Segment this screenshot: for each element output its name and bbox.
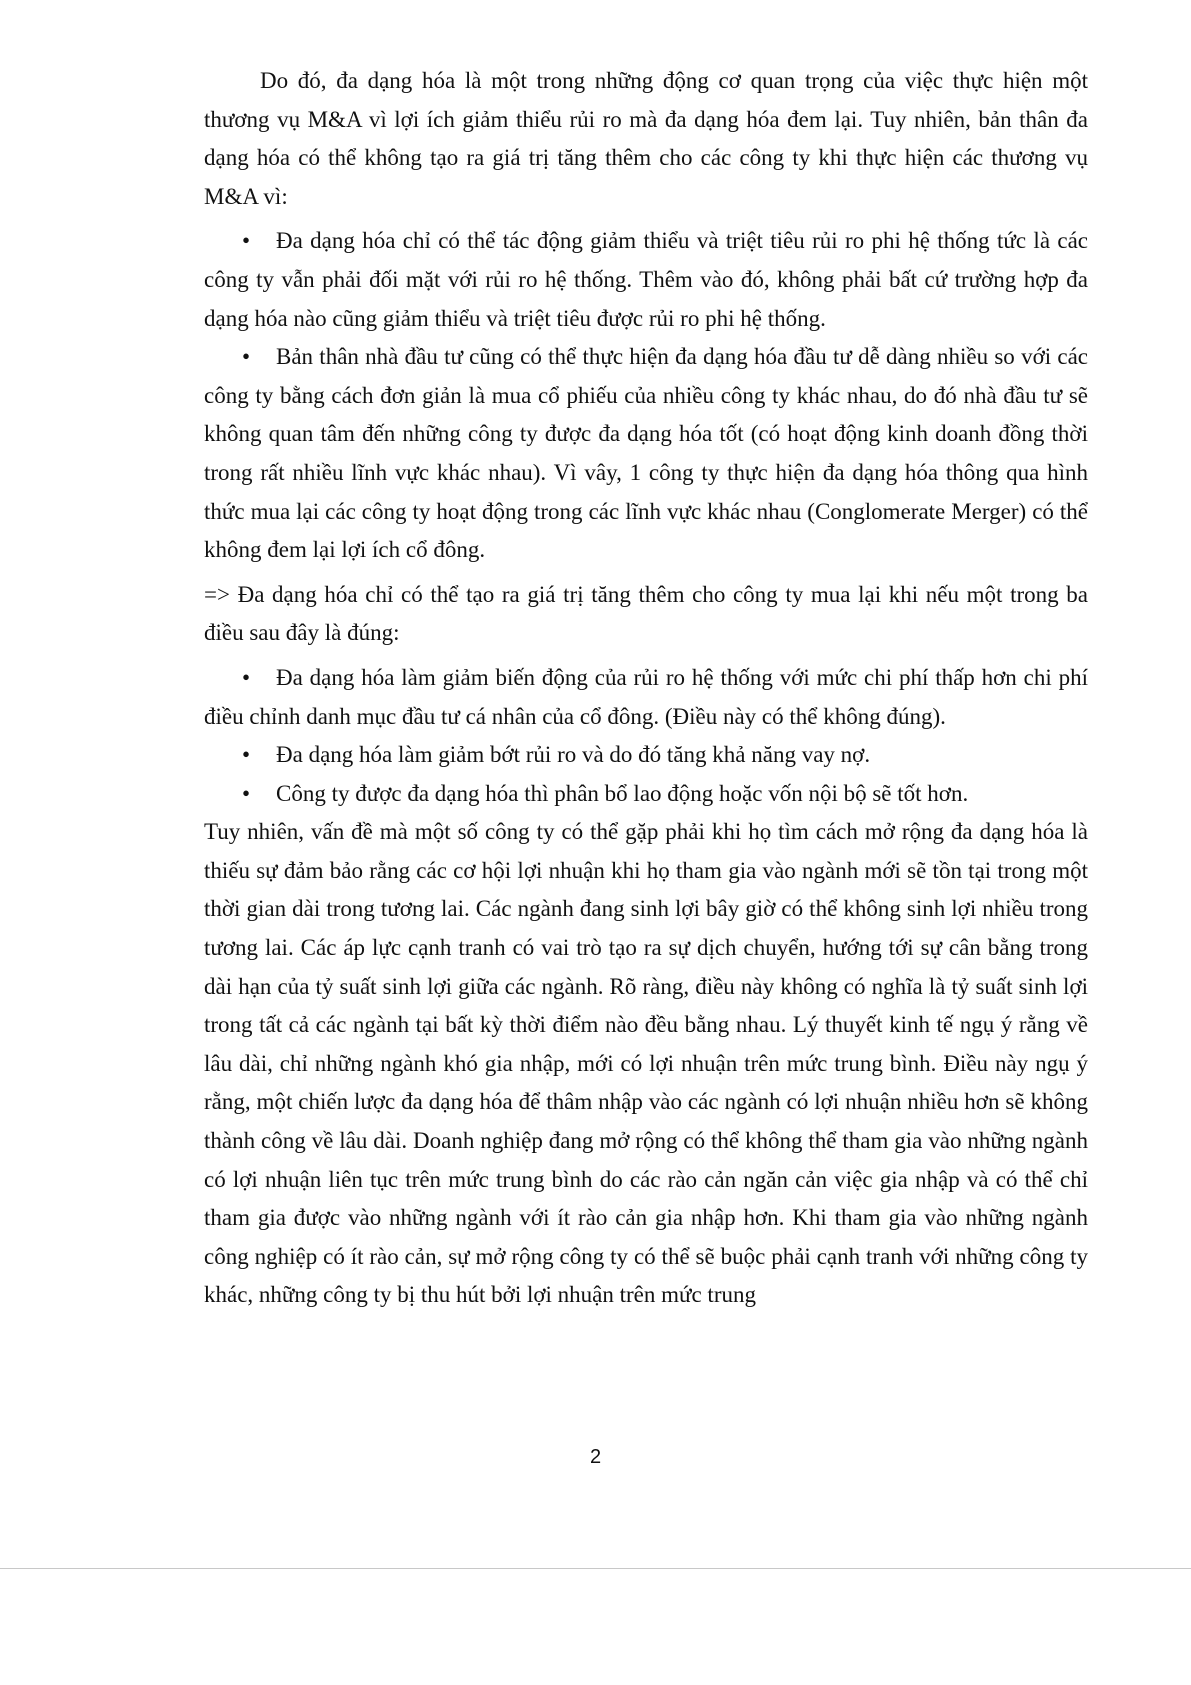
condition-text-3: Công ty được đa dạng hóa thì phân bổ lao động hoặc vốn nội bộ sẽ tốt hơn. bbox=[276, 780, 969, 806]
condition-text-1: Đa dạng hóa làm giảm biến động của rủi ro hệ thống với mức chi phí thấp hơn chi phí điều chỉnh danh mục đầu tư cá nhân của cổ đông. (Điều này có thể không đúng). bbox=[204, 664, 1088, 729]
condition-text-2: Đa dạng hóa làm giảm bớt rủi ro và do đó tăng khả năng vay nợ. bbox=[276, 742, 871, 768]
reason-item-1 bbox=[204, 222, 1088, 338]
intro-paragraph: Do đó, đa dạng hóa là một trong những động cơ quan trọng của việc thực hiện một thương vụ M&A vì lợi ích giảm thiểu rủi ro mà đa dạng hóa đem lại. Tuy nhiên, bản thân đa dạng hóa có thể không tạo ra giá trị tăng thêm cho các công ty khi thực hiện các thương vụ M&A vì: bbox=[204, 68, 1088, 209]
conclusion-paragraph: => Đa dạng hóa chỉ có thể tạo ra giá trị tăng thêm cho công ty mua lại khi nếu một trong ba điều sau đây là đúng: bbox=[204, 581, 1088, 646]
condition-item-1 bbox=[204, 659, 1088, 736]
bullet-icon: • bbox=[242, 344, 251, 370]
bullet-icon: • bbox=[242, 742, 251, 768]
reason-item-2 bbox=[204, 338, 1088, 570]
reason-text-2: Bản thân nhà đầu tư cũng có thể thực hiện đa dạng hóa đầu tư dễ dàng nhiều so với các công ty bằng cách đơn giản là mua cổ phiếu của nhiều công ty khác nhau, do đó nhà đầu tư sẽ không quan tâm đến những công ty được đa dạng hóa tốt (có hoạt động kinh doanh đồng thời trong rất nhiều lĩnh vực khác nhau). Vì vây, 1 công ty thực hiện đa dạng hóa thông qua hình thức mua lại các công ty hoạt động trong các lĩnh vực khác nhau (Conglomerate Merger) có thể không đem lại lợi ích cổ đông. bbox=[204, 344, 1088, 563]
condition-item-3 bbox=[204, 775, 1088, 814]
final-paragraph: Tuy nhiên, vấn đề mà một số công ty có thể gặp phải khi họ tìm cách mở rộng đa dạng hóa là thiếu sự đảm bảo rằng các cơ hội lợi nhuận khi họ tham gia vào ngành mới sẽ tồn tại trong một thời gian dài trong tương lai. Các ngành đang sinh lợi bây giờ có thể không sinh lợi nhiều trong tương lai. Các áp lực cạnh tranh có vai trò tạo ra sự dịch chuyển, hướng tới sự cân bằng trong dài hạn của tỷ suất sinh lợi giữa các ngành. Rõ ràng, điều này không có nghĩa là tỷ suất sinh lợi trong tất cả các ngành tại bất kỳ thời điểm nào đều bằng nhau. Lý thuyết kinh tế ngụ ý rằng về lâu dài, chỉ những ngành khó gia nhập, mới có lợi nhuận trên mức trung bình. Điều này ngụ ý rằng, một chiến lược đa dạng hóa để thâm nhập vào các ngành có lợi nhuận nhiều hơn sẽ không thành công về lâu dài. Doanh nghiệp đang mở rộng có thể không thể tham gia vào những ngành có lợi nhuận liên tục trên mức trung bình do các rào cản ngăn cản việc gia nhập và có thể chỉ tham gia được vào những ngành với ít rào cản gia nhập hơn. Khi tham gia vào những ngành công nghiệp có ít rào cản, sự mở rộng công ty có thể sẽ buộc phải cạnh tranh với những công ty khác, những công ty bị thu hút bởi lợi nhuận trên mức trung bbox=[204, 819, 1088, 1308]
reason-text-1: Đa dạng hóa chỉ có thể tác động giảm thiểu và triệt tiêu rủi ro phi hệ thống tức là các công ty vẫn phải đối mặt với rủi ro hệ thống. Thêm vào đó, không phải bất cứ trường hợp đa dạng hóa nào cũng giảm thiểu và triệt tiêu được rủi ro phi hệ thống. bbox=[204, 228, 1088, 331]
condition-item-2 bbox=[204, 736, 1088, 775]
bullet-icon: • bbox=[242, 664, 251, 690]
document-page bbox=[204, 62, 1088, 1315]
bullet-icon: • bbox=[242, 780, 251, 806]
page-divider bbox=[0, 1568, 1191, 1569]
page-number: 2 bbox=[589, 1446, 602, 1468]
bullet-icon: • bbox=[242, 228, 251, 254]
